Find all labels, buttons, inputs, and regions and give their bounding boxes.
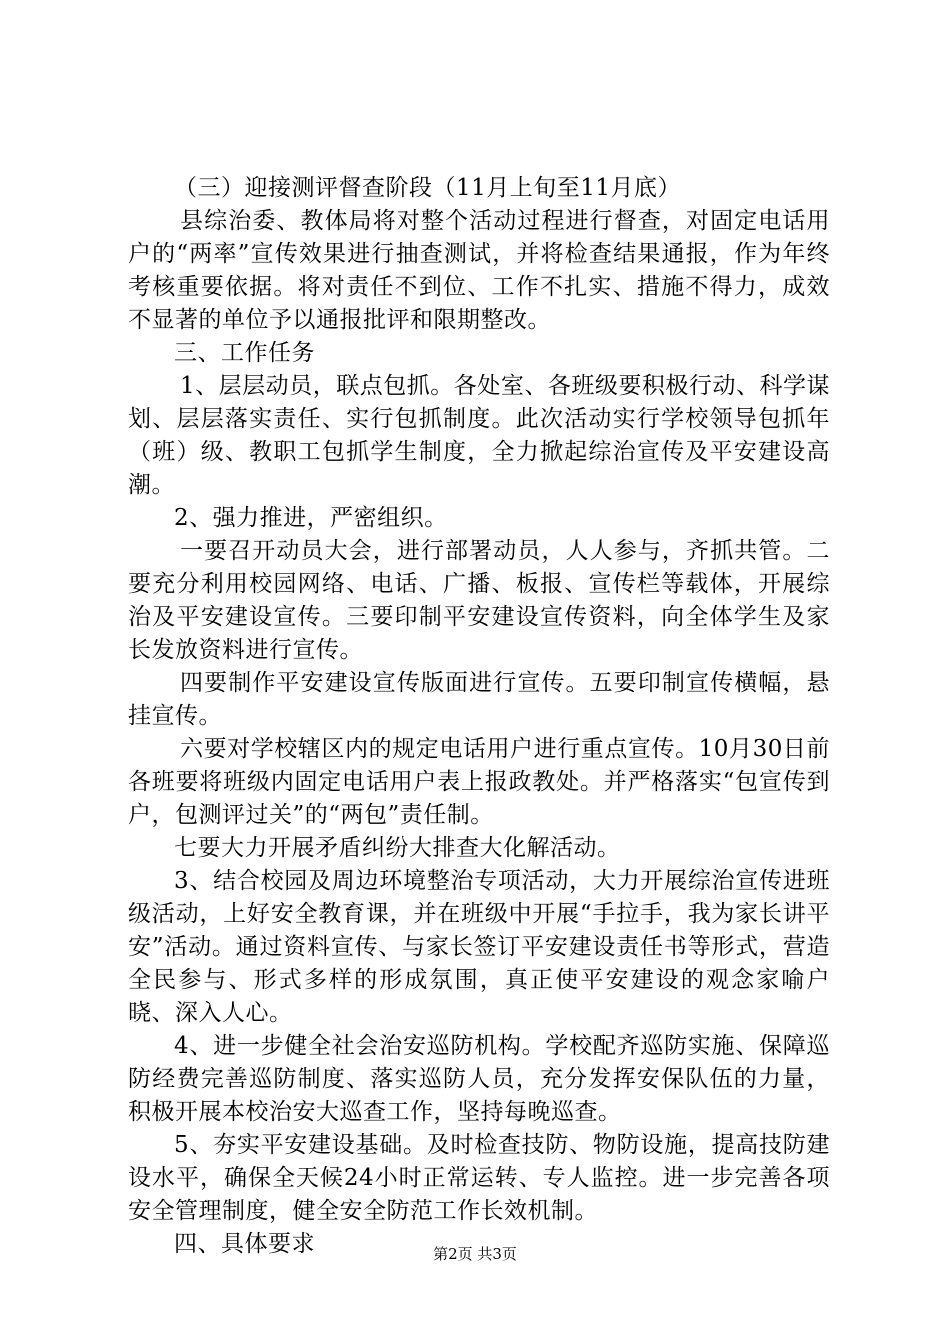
paragraph: 4、进一步健全社会治安巡防机构。学校配齐巡防实施、保障巡防经费完善巡防制度、落实巡防人员，充分发挥安保队伍的力量，积极开展本校治安大巡查工作，坚持每晚巡查。 bbox=[128, 1033, 830, 1125]
paragraph: 一要召开动员大会，进行部署动员，人人参与，齐抓共管。二要充分利用校园网络、电话、广播、板报、宣传栏等载体，开展综治及平安建设宣传。三要印制平安建设宣传资料，向全体学生及家长发放资料进行宣传。 bbox=[128, 538, 830, 663]
paragraph: 四要制作平安建设宣传版面进行宣传。五要印制宣传横幅，悬挂宣传。 bbox=[128, 670, 830, 729]
paragraph: 三、工作任务 bbox=[174, 340, 315, 366]
paragraph: 3、结合校园及周边环境整治专项活动，大力开展综治宣传进班级活动，上好安全教育课，并在班级中开展“手拉手，我为家长讲平安”活动。通过资料宣传、与家长签订平安建设责任书等形式，营造全民参与、形式多样的形成氛围，真正使平安建设的观念家喻户晓、深入人心。 bbox=[128, 868, 830, 1026]
paragraph: 六要对学校辖区内的规定电话用户进行重点宣传。10月30日前各班要将班级内固定电话用户表上报政教处。并严格落实“包宣传到户，包测评过关”的“两包”责任制。 bbox=[128, 736, 830, 828]
paragraph: 七要大力开展矛盾纠纷大排查大化解活动。 bbox=[174, 835, 621, 861]
paragraph: 县综治委、教体局将对整个活动过程进行督查，对固定电话用户的“两率”宣传效果进行抽查测试，并将检查结果通报，作为年终考核重要依据。将对责任不到位、工作不扎实、措施不得力，成效不显著的单位予以通报批评和限期整改。 bbox=[128, 208, 830, 333]
paragraph: 四、具体要求 bbox=[174, 1231, 315, 1257]
page-footer: 第2页 共3页 bbox=[433, 1245, 517, 1263]
paragraph: 1、层层动员，联点包抓。各处室、各班级要积极行动、科学谋划、层层落实责任、实行包抓制度。此次活动实行学校领导包抓年（班）级、教职工包抓学生制度，全力掀起综治宣传及平安建设高潮。 bbox=[128, 373, 830, 498]
document-body bbox=[128, 172, 830, 1261]
paragraph: 5、夯实平安建设基础。及时检查技防、物防设施，提高技防建设水平，确保全天候24小时正常运转、专人监控。进一步完善各项安全管理制度，健全安全防范工作长效机制。 bbox=[128, 1132, 830, 1224]
paragraph: （三）迎接测评督查阶段（11月上旬至11月底） bbox=[174, 175, 682, 201]
paragraph: 2、强力推进，严密组织。 bbox=[174, 505, 448, 531]
